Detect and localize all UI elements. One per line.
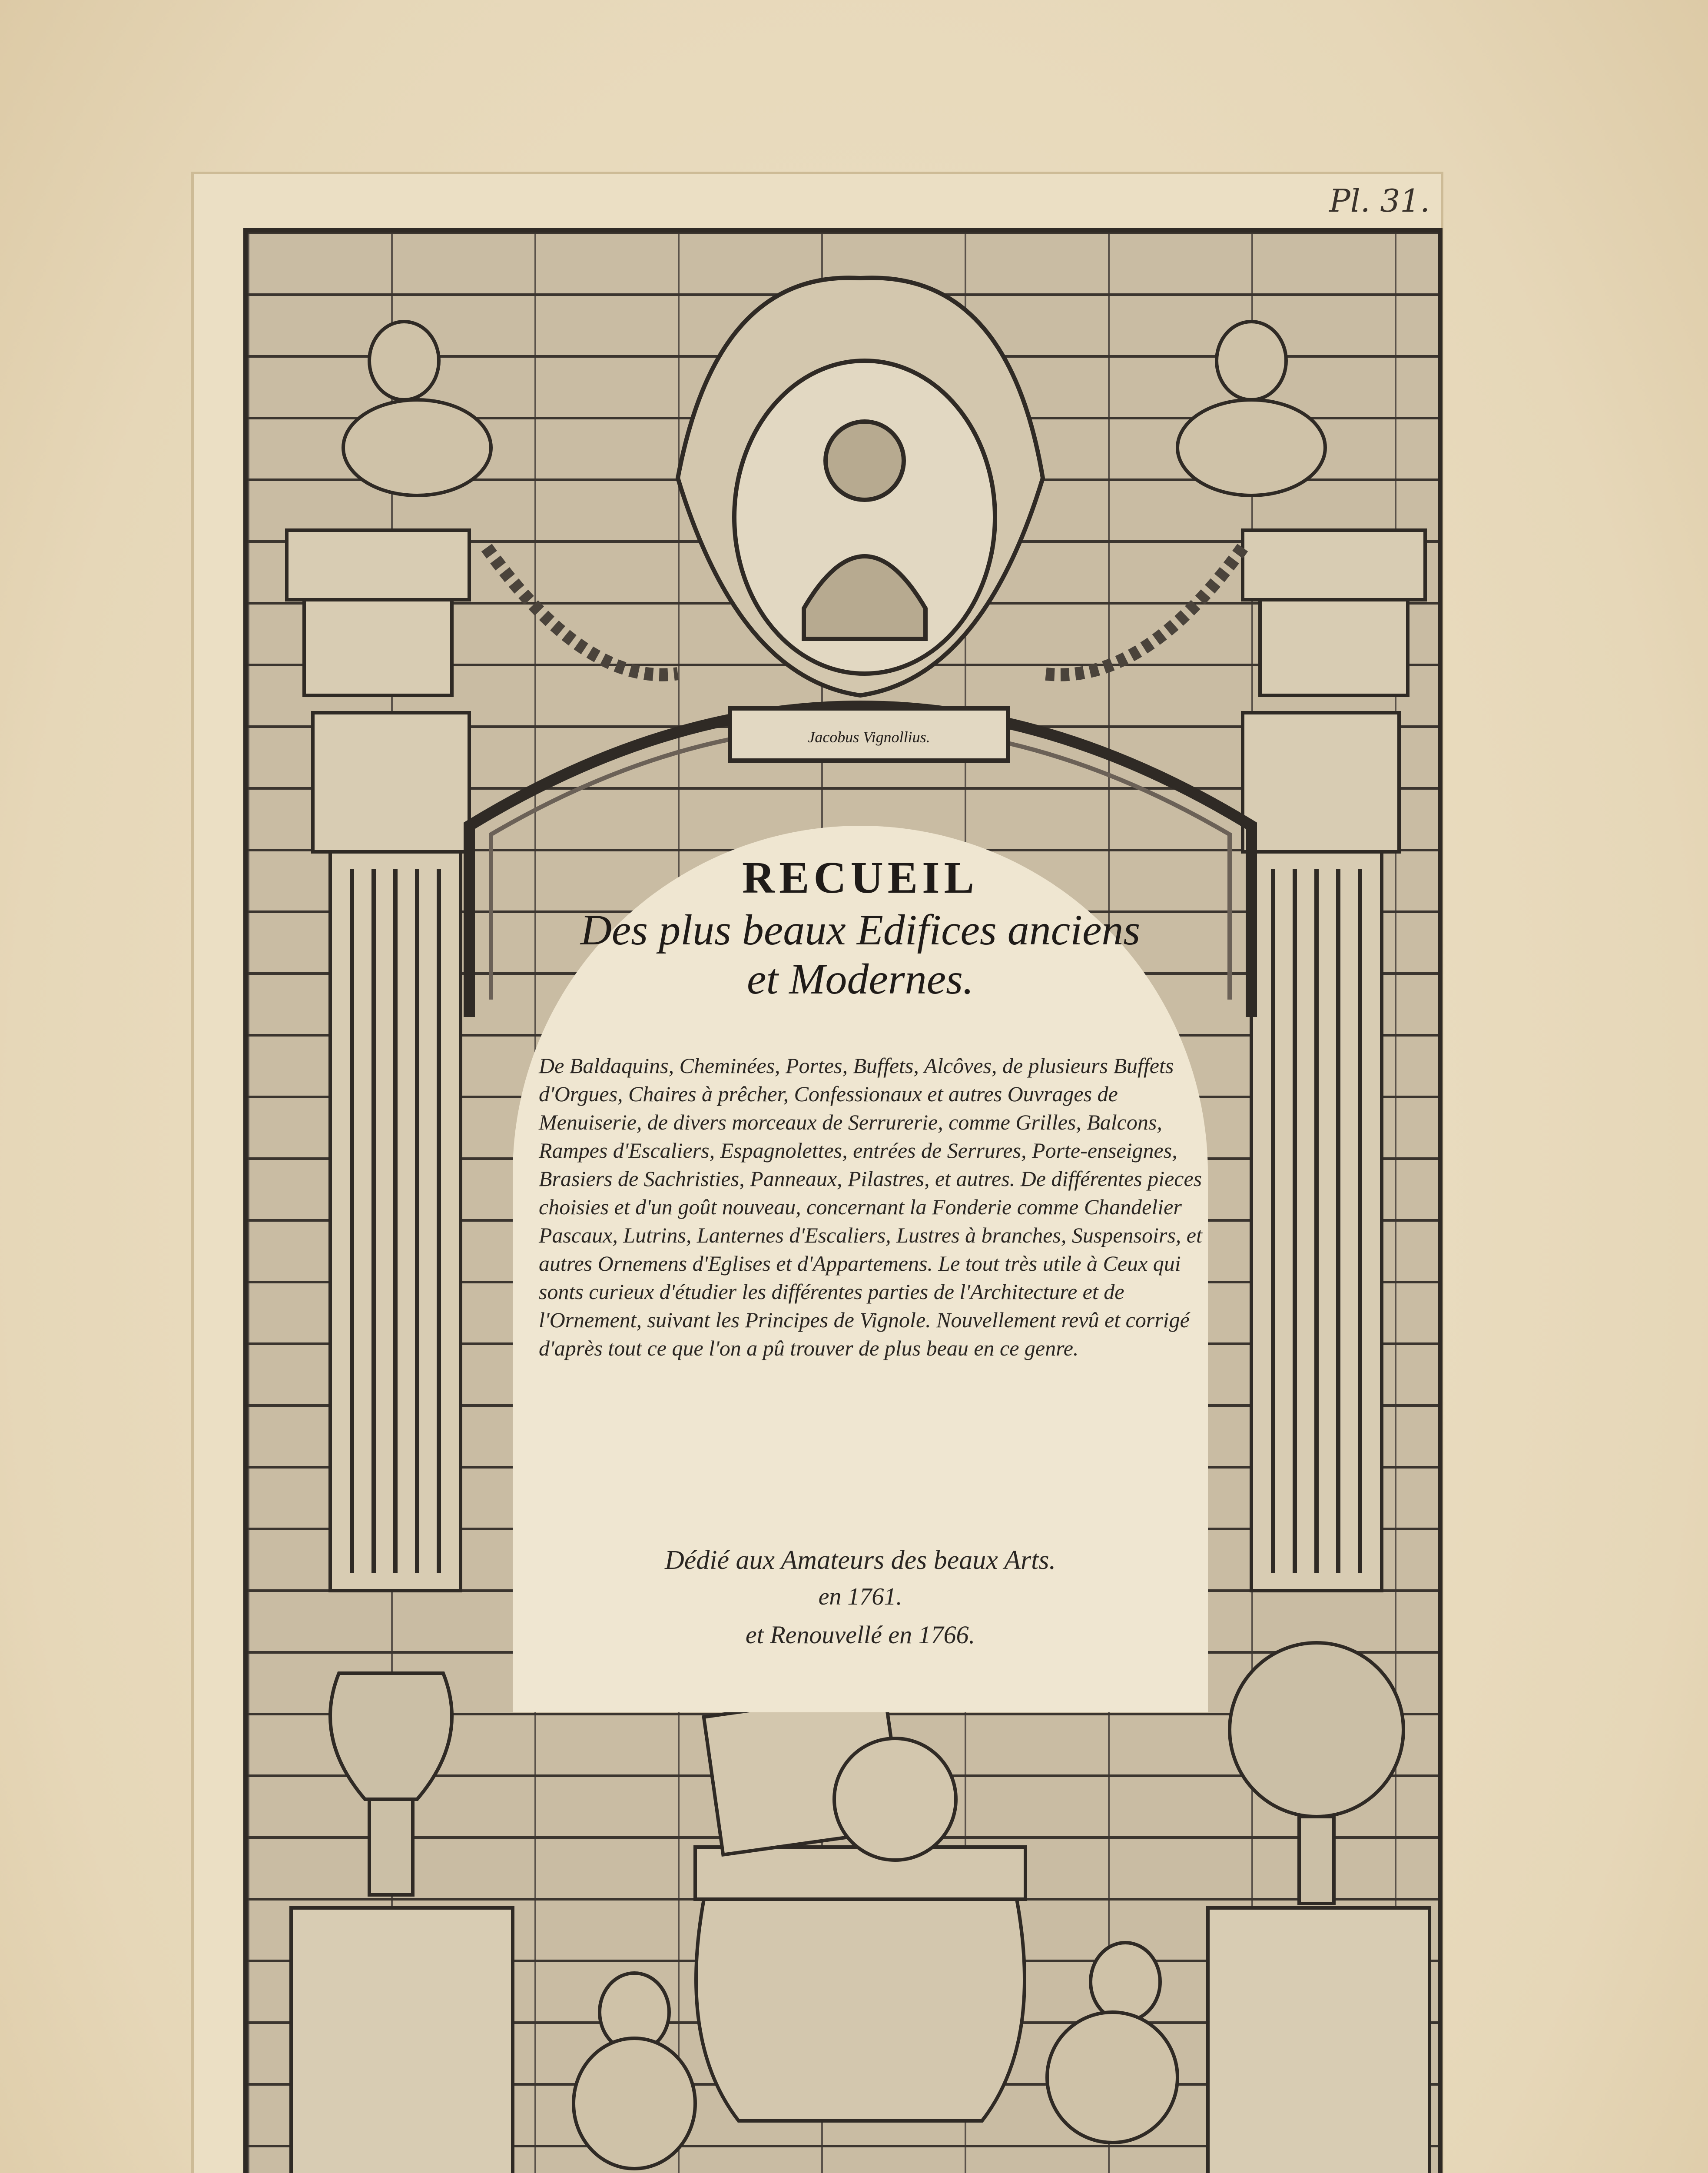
plate-number: Pl. 31. — [1329, 183, 1430, 219]
portrait-medallion — [678, 278, 1043, 761]
left-column — [287, 530, 513, 2173]
left-urn — [330, 1673, 452, 1895]
description-text: De Baldaquins, Cheminées, Portes, Buffets, Alcôves, de plusieurs Buffets d'Orgues, Chaires à prêcher, Confessionaux et autres Ouvrages de Menuiserie, de divers morceaux de Serrurerie, comme Grilles, Balcons, Rampes d'Escaliers, Espagnolettes, entrées de Serrures, Porte-enseignes, Brasiers de Sachristies, Panneaux, Pilastres, et autres. De différentes pieces choisies et d'un goût nouveau, concernant la Fonderie comme Chandelier Pascaux, Lutrins, Lanternes d'Escaliers, Lustres à branches, Suspensoirs, et autres Ornemens d'Eglises et d'Appartemens. Le tout très utile à Ceux qui sonts curieux d'étudier les différentes parties de l'Architecture et de l'Ornement, suivant les Principes de Vignole. Nouvellement revû et corrigé d'après tout ce que l'on a pû trouver de plus beau en ce genre. — [539, 1053, 1202, 1360]
dedication-line-1: Dédié aux Amateurs des beaux Arts. — [665, 1545, 1056, 1575]
dedication-line-3: et Renouvellé en 1766. — [745, 1621, 975, 1649]
title-line-3: et Modernes. — [746, 955, 974, 1003]
trophy-pedestal — [695, 1691, 1025, 2121]
title-block — [521, 852, 1199, 1010]
dedication — [521, 1545, 1199, 1649]
title-line-2: Des plus beaux Edifices anciens — [580, 906, 1141, 954]
right-globe — [1230, 1643, 1403, 1904]
portrait-caption: Jacobus Vignollius. — [808, 728, 930, 746]
title-main: RECUEIL — [742, 853, 978, 903]
dedication-line-2: en 1761. — [818, 1583, 902, 1610]
